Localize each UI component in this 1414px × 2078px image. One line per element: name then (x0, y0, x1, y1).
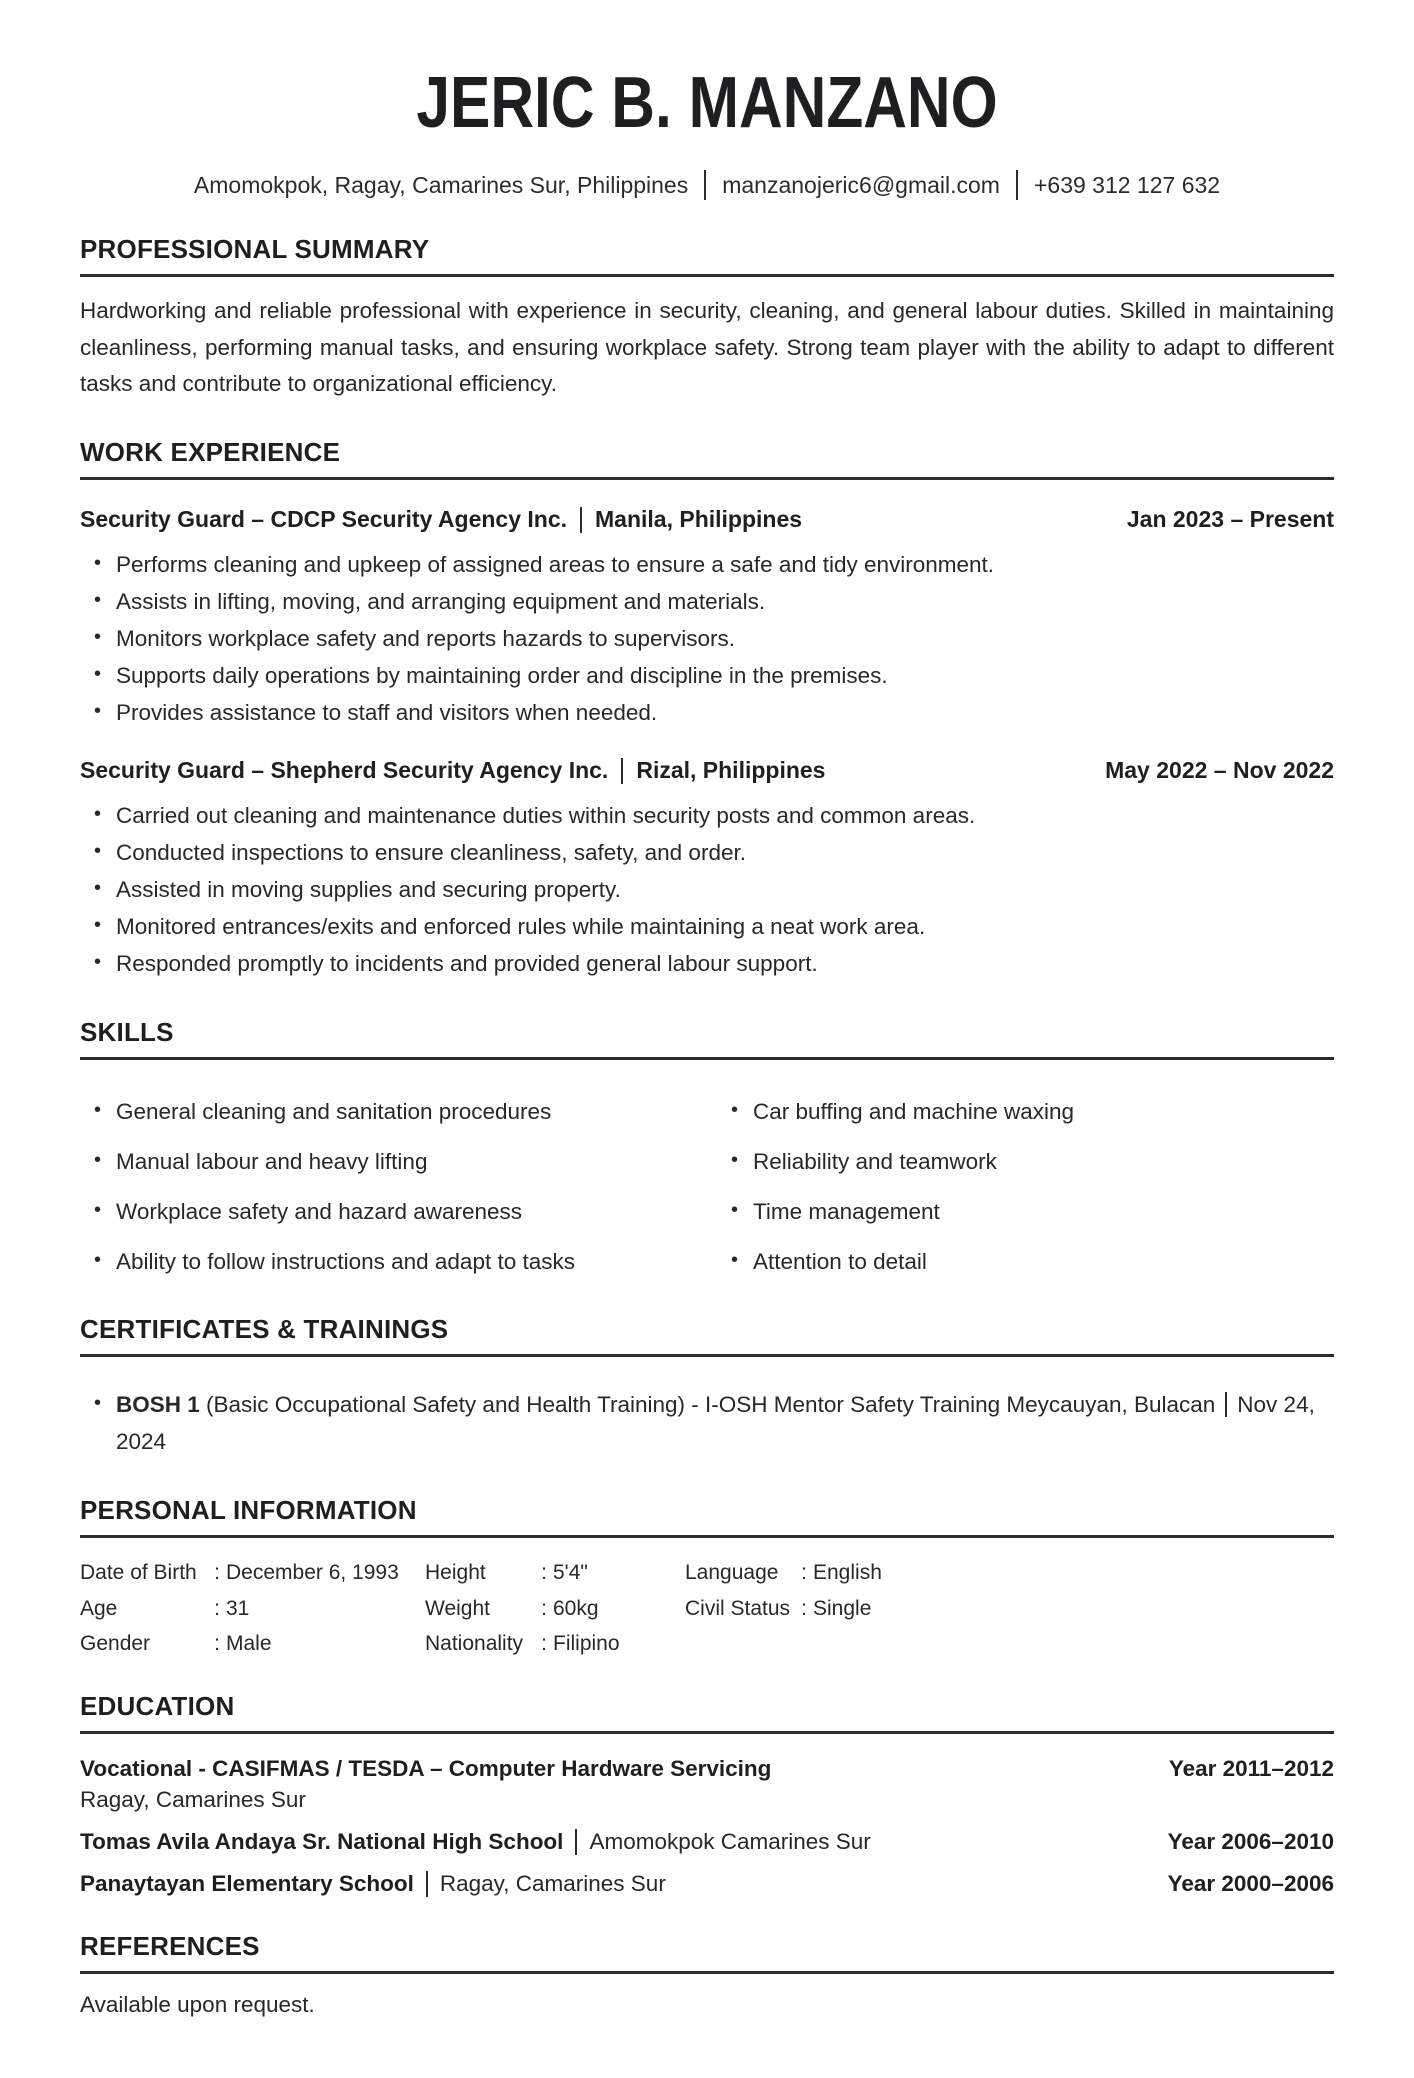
job-location: Manila, Philippines (595, 506, 803, 533)
field-value: December 6, 1993 (226, 1561, 399, 1585)
education-entry (80, 1871, 1334, 1897)
section-professional-summary (80, 234, 1334, 403)
separator-bar (580, 507, 582, 533)
job-role-company: Security Guard – CDCP Security Agency Inc. (80, 506, 567, 533)
school-location: Amomokpok Camarines Sur (589, 1829, 871, 1855)
personal-title: PERSONAL INFORMATION (80, 1495, 1334, 1538)
separator-bar (621, 758, 623, 784)
skill-item: • Manual labour and heavy lifting (80, 1144, 697, 1181)
candidate-name: JERIC B. MANZANO (416, 63, 998, 143)
field-colon: : (541, 1631, 547, 1655)
certificate-name: BOSH 1 (116, 1392, 200, 1418)
job-bullet: • Monitors workplace safety and reports hazards to supervisors. (80, 621, 1334, 658)
certificate-date: Nov 24, 2024 (116, 1392, 1315, 1455)
field-value: 60kg (553, 1596, 599, 1620)
field-value: 5'4" (553, 1561, 588, 1585)
education-entry (80, 1829, 1334, 1855)
field-value: Male (226, 1631, 272, 1655)
school-name: Tomas Avila Andaya Sr. National High School (80, 1829, 564, 1855)
summary-title: PROFESSIONAL SUMMARY (80, 234, 1334, 277)
section-references (80, 1931, 1334, 2018)
education-year: Year 2006–2010 (1167, 1829, 1334, 1855)
certificate-item (80, 1387, 1334, 1461)
job-bullet: • Provides assistance to staff and visitors when needed. (80, 695, 1334, 732)
personal-info-column (80, 1560, 425, 1657)
section-work-experience (80, 437, 1334, 983)
work-title: WORK EXPERIENCE (80, 437, 1334, 480)
certificate-list (80, 1387, 1334, 1461)
job-entry (80, 757, 1334, 982)
section-certificates (80, 1314, 1334, 1461)
skill-item: • Reliability and teamwork (717, 1144, 1334, 1181)
field-label: Height (425, 1561, 486, 1585)
field-value: Filipino (553, 1631, 620, 1655)
job-location: Rizal, Philippines (636, 757, 826, 784)
separator-bar (1016, 170, 1018, 200)
field-colon: : (214, 1596, 220, 1620)
contact-phone: +639 312 127 632 (1033, 171, 1221, 198)
skill-item: • Ability to follow instructions and adapt to tasks (80, 1244, 697, 1281)
field-label: Date of Birth (80, 1561, 197, 1585)
job-dates: May 2022 – Nov 2022 (1105, 757, 1334, 784)
job-bullet: • Conducted inspections to ensure cleanliness, safety, and order. (80, 835, 1334, 872)
field-colon: : (541, 1561, 547, 1585)
job-role-company: Security Guard – Shepherd Security Agency Inc. (80, 757, 609, 784)
references-text: Available upon request. (80, 1992, 315, 2018)
job-dates: Jan 2023 – Present (1126, 506, 1334, 533)
field-colon: : (214, 1561, 220, 1585)
field-colon: : (541, 1596, 547, 1620)
separator-bar (575, 1829, 577, 1855)
field-label: Weight (425, 1596, 490, 1620)
field-colon: : (214, 1631, 220, 1655)
section-education (80, 1691, 1334, 1897)
contact-location: Amomokpok, Ragay, Camarines Sur, Philippines (193, 171, 689, 198)
job-bullet: • Assists in lifting, moving, and arranging equipment and materials. (80, 584, 1334, 621)
education-year: Year 2011–2012 (1168, 1756, 1334, 1782)
field-label: Gender (80, 1631, 151, 1655)
job-bullet: • Assisted in moving supplies and securing property. (80, 872, 1334, 909)
section-personal-information (80, 1495, 1334, 1657)
field-value: 31 (226, 1596, 250, 1620)
job-bullet-list (80, 798, 1334, 982)
skills-list (80, 1090, 1334, 1281)
education-year: Year 2000–2006 (1167, 1871, 1334, 1897)
school-location: Ragay, Camarines Sur (80, 1787, 306, 1813)
job-bullet: • Performs cleaning and upkeep of assigned areas to ensure a safe and tidy environment. (80, 547, 1334, 584)
job-bullet: • Carried out cleaning and maintenance duties within security posts and common areas. (80, 798, 1334, 835)
field-label: Language (685, 1561, 779, 1585)
skill-item: • Attention to detail (717, 1244, 1334, 1281)
separator-bar (426, 1871, 428, 1897)
job-header (80, 757, 1334, 784)
school-name: Panaytayan Elementary School (80, 1871, 414, 1897)
contact-line (80, 170, 1334, 200)
certificates-title: CERTIFICATES & TRAININGS (80, 1314, 1334, 1357)
references-title: REFERENCES (80, 1931, 1334, 1974)
separator-bar (704, 170, 706, 200)
contact-email: manzanojeric6@gmail.com (722, 171, 1000, 198)
job-bullet: • Monitored entrances/exits and enforced rules while maintaining a neat work area. (80, 909, 1334, 946)
job-entry (80, 506, 1334, 731)
personal-info-grid (80, 1554, 1334, 1657)
skill-item: • Time management (717, 1194, 1334, 1231)
job-bullet: • Responded promptly to incidents and provided general labour support. (80, 946, 1334, 983)
field-value: English (813, 1561, 882, 1585)
summary-text: Hardworking and reliable professional with experience in security, cleaning, and general labour duties. Skilled in maintaining cleanliness, performing manual tasks, and ensuring workplace safety. Strong team player with the ability to adapt to different tasks and contribute to organizational efficiency. (80, 298, 1334, 397)
field-colon: : (801, 1596, 807, 1620)
field-value: Single (813, 1596, 872, 1620)
skills-title: SKILLS (80, 1017, 1334, 1060)
job-header (80, 506, 1334, 533)
skill-item: • Workplace safety and hazard awareness (80, 1194, 697, 1231)
skill-item: • General cleaning and sanitation procedures (80, 1094, 697, 1131)
job-bullet-list (80, 547, 1334, 731)
education-entry (80, 1756, 1334, 1813)
job-bullet: • Supports daily operations by maintaining order and discipline in the premises. (80, 658, 1334, 695)
field-colon: : (801, 1561, 807, 1585)
skill-item: • Car buffing and machine waxing (717, 1094, 1334, 1131)
separator-bar (1225, 1392, 1227, 1417)
field-label: Nationality (425, 1631, 524, 1655)
personal-info-column (425, 1560, 685, 1657)
school-location: Ragay, Camarines Sur (439, 1871, 666, 1897)
resume-header (80, 62, 1334, 144)
certificate-description: (Basic Occupational Safety and Health Training) - I-OSH Mentor Safety Training Meycauyan, Bulacan (206, 1392, 1216, 1418)
personal-info-column (685, 1560, 1334, 1657)
section-skills (80, 1017, 1334, 1281)
field-label: Age (80, 1596, 118, 1620)
education-title: EDUCATION (80, 1691, 1334, 1734)
field-label: Civil Status (685, 1596, 791, 1620)
school-name: Vocational - CASIFMAS / TESDA – Computer Hardware Servicing (80, 1756, 772, 1782)
